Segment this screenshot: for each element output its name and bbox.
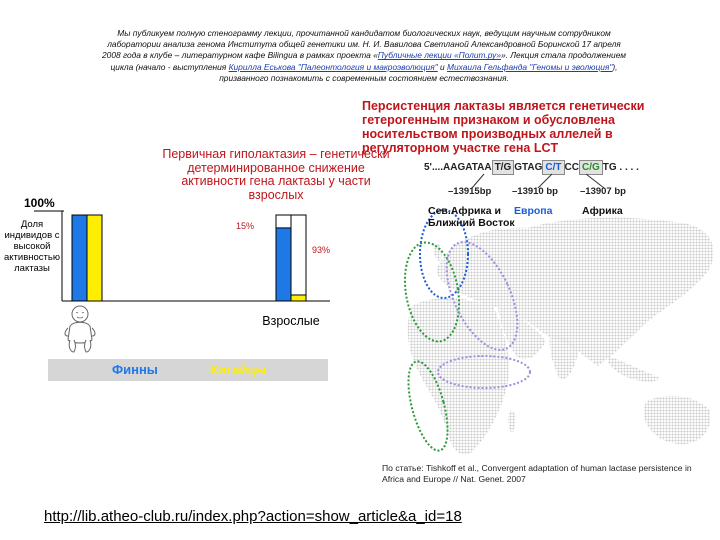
allele-13907: C/G	[579, 160, 603, 175]
intro-text: цикла (начало - выступления	[110, 61, 229, 72]
gelfand-lecture-link[interactable]: Михаила Гельфанда "Геномы и эволюция"	[447, 61, 613, 72]
intro-line	[44, 50, 684, 61]
annotation-chinese: 93%	[312, 245, 331, 255]
category-adults-label: Взрослые	[262, 314, 320, 328]
legend-chinese: Китайцы	[210, 362, 267, 377]
allele-13915: T/G	[492, 160, 515, 175]
legend-finns: Финны	[112, 362, 158, 377]
eskov-lecture-link[interactable]: Кирилла Еськова "Палеонтология и макроэволюция"	[228, 61, 438, 72]
intro-text: и	[437, 61, 448, 72]
lactase-chart	[0, 195, 360, 365]
bar-finns-children	[72, 215, 87, 301]
source-url[interactable]: http://lib.atheo-club.ru/index.php?action=show_article&a_id=18	[44, 508, 462, 525]
citation: По статье: Tishkoff et al., Convergent adaptation of human lactase persistence in Africa and Europe // Nat. Genet. 2007	[382, 463, 692, 484]
intro-paragraph	[44, 28, 684, 84]
baby-icon	[62, 304, 98, 354]
intro-line: лаборатории анализа генома Института общей генетики им. Н. И. Вавилова Светланой Александровной Боринской 17 апреля	[107, 39, 621, 50]
intro-line: призванного познакомить с современным состоянием естествознания.	[219, 72, 509, 83]
sequence-mid: CC	[564, 162, 579, 173]
bar-outline-chinese-adults	[291, 215, 306, 301]
world-map-icon	[398, 196, 720, 462]
position-13907: –13907 bp	[580, 186, 626, 197]
y-axis-label: Доля индивидов с высокой активностью лактазы	[4, 219, 60, 274]
bar-chinese-adults	[291, 295, 306, 301]
annotation-finns: 15%	[236, 221, 255, 231]
intro-line	[44, 62, 684, 73]
region-europe: Европа	[514, 205, 553, 217]
intro-text: 2008 года в клубе – литературном кафе Bilingua в рамках проекта «	[102, 50, 378, 61]
sequence-prefix: 5'....AAGATAA	[424, 162, 492, 173]
sequence-suffix: TG . . . .	[602, 162, 639, 173]
intro-text: ),	[612, 61, 618, 72]
legend-bar	[48, 359, 328, 381]
region-africa: Африка	[582, 205, 623, 217]
polit-ru-link[interactable]: Публичные лекции «Полит.ру»	[377, 50, 501, 61]
intro-line: Мы публикуем полную стенограмму лекции, прочитанной кандидатом биологических наук, ведущим научным сотрудником	[117, 28, 611, 38]
position-13915: –13915bp	[448, 186, 492, 197]
sequence-mid: GTAG	[514, 162, 543, 173]
position-13910: –13910 bp	[512, 186, 558, 197]
left-slide-title: Первичная гиполактазия – генетически детерминированное снижение активности гена лактазы у части взрослых	[162, 147, 390, 202]
right-slide-title: Персистенция лактазы является генетически гетерогенным признаком и обусловлена носительством производных аллелей в регуляторном участке гена LCT	[362, 99, 645, 155]
bar-finns-adults	[276, 228, 291, 301]
allele-13910: C/T	[542, 160, 564, 175]
bar-chinese-children	[87, 215, 102, 301]
intro-text: ». Лекция стала продолжением	[501, 50, 626, 61]
region-north-africa: Сев.Африка и Ближний Восток	[428, 205, 515, 229]
y-max-label: 100%	[24, 196, 55, 210]
